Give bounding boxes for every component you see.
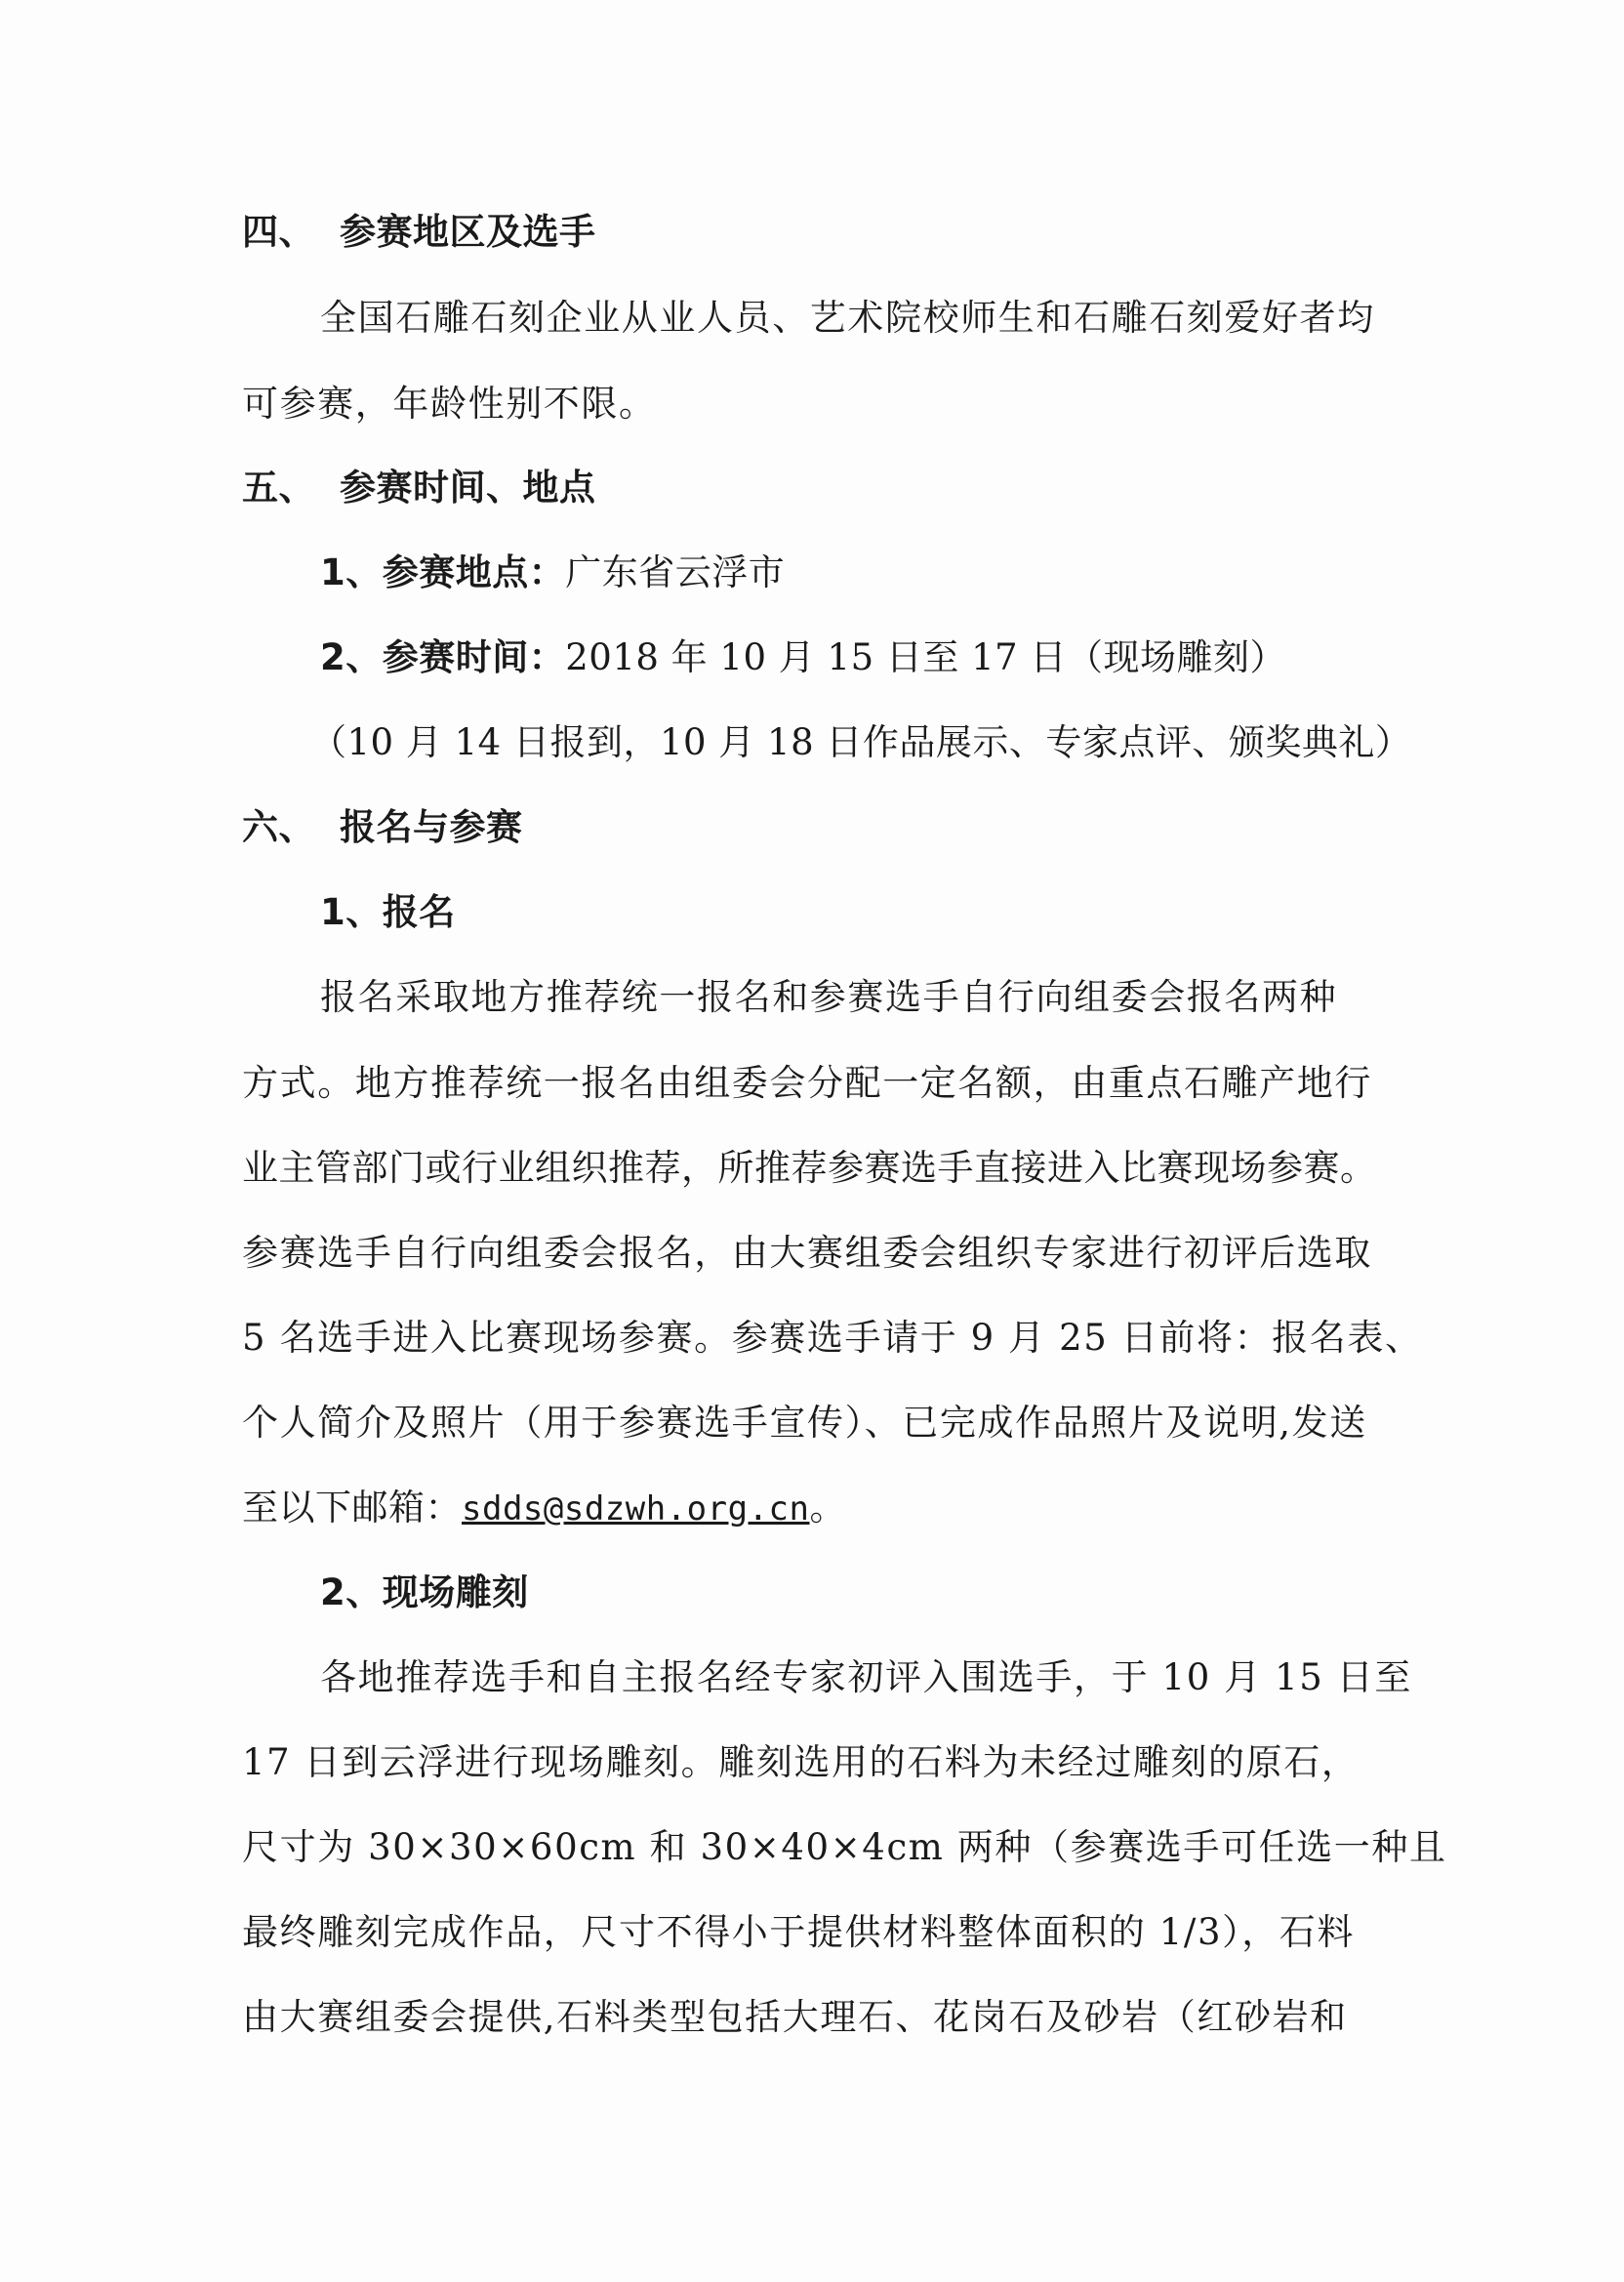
paragraph-line: 可参赛，年龄性别不限。 xyxy=(242,383,657,425)
section-4-number: 四、 xyxy=(242,211,315,253)
paragraph-line: 17 日到云浮进行现场雕刻。雕刻选用的石料为未经过雕刻的原石， xyxy=(242,1741,1360,1783)
email-prefix: 至以下邮箱： xyxy=(242,1487,462,1528)
venue-line xyxy=(320,551,785,594)
venue-label: 1、参赛地点： xyxy=(320,551,566,593)
venue-value: 广东省云浮市 xyxy=(565,551,786,593)
paragraph-line: 尺寸为 30×30×60cm 和 30×40×4cm 两种（参赛选手可任选一种且 xyxy=(242,1826,1447,1868)
section-4-title: 参赛地区及选手 xyxy=(340,211,596,253)
email-link[interactable]: sdds@sdzwh.org.cn xyxy=(462,1489,810,1528)
section-6-title: 报名与参赛 xyxy=(340,806,523,848)
section-6-number: 六、 xyxy=(242,806,315,848)
section-6-heading xyxy=(242,806,523,849)
section-5-number: 五、 xyxy=(242,467,315,509)
paragraph-line: 全国石雕石刻企业从业人员、艺术院校师生和石雕石刻爱好者均 xyxy=(320,297,1375,339)
paragraph-line: 参赛选手自行向组委会报名，由大赛组委会组织专家进行初评后选取 xyxy=(242,1232,1372,1274)
subsection-registration-title: 1、报名 xyxy=(320,891,456,933)
paragraph-line: 最终雕刻完成作品，尺寸不得小于提供材料整体面积的 1/3），石料 xyxy=(242,1911,1356,1953)
paragraph-line: 5 名选手进入比赛现场参赛。参赛选手请于 9 月 25 日前将：报名表、 xyxy=(242,1317,1423,1359)
schedule-note: （10 月 14 日报到，10 月 18 日作品展示、专家点评、颁奖典礼） xyxy=(310,721,1412,763)
paragraph-line: 个人简介及照片（用于参赛选手宣传）、已完成作品照片及说明,发送 xyxy=(242,1402,1367,1444)
paragraph-line: 各地推荐选手和自主报名经专家初评入围选手，于 10 月 15 日至 xyxy=(320,1656,1413,1698)
email-suffix: 。 xyxy=(809,1487,846,1528)
paragraph-line: 方式。地方推荐统一报名由组委会分配一定名额，由重点石雕产地行 xyxy=(242,1062,1372,1104)
time-value: 2018 年 10 月 15 日至 17 日（现场雕刻） xyxy=(565,636,1286,678)
paragraph-line: 由大赛组委会提供,石料类型包括大理石、花岗石及砂岩（红砂岩和 xyxy=(242,1996,1348,2038)
paragraph-line: 报名采取地方推荐统一报名和参赛选手自行向组委会报名两种 xyxy=(320,976,1338,1018)
subsection-carving-title: 2、现场雕刻 xyxy=(320,1571,529,1613)
time-label: 2、参赛时间： xyxy=(320,636,566,678)
email-line xyxy=(242,1487,846,1530)
time-line xyxy=(320,636,1286,679)
section-5-heading xyxy=(242,467,596,509)
section-4-heading xyxy=(242,211,596,254)
section-5-title: 参赛时间、地点 xyxy=(340,467,596,509)
paragraph-line: 业主管部门或行业组织推荐，所推荐参赛选手直接进入比赛现场参赛。 xyxy=(242,1147,1377,1189)
